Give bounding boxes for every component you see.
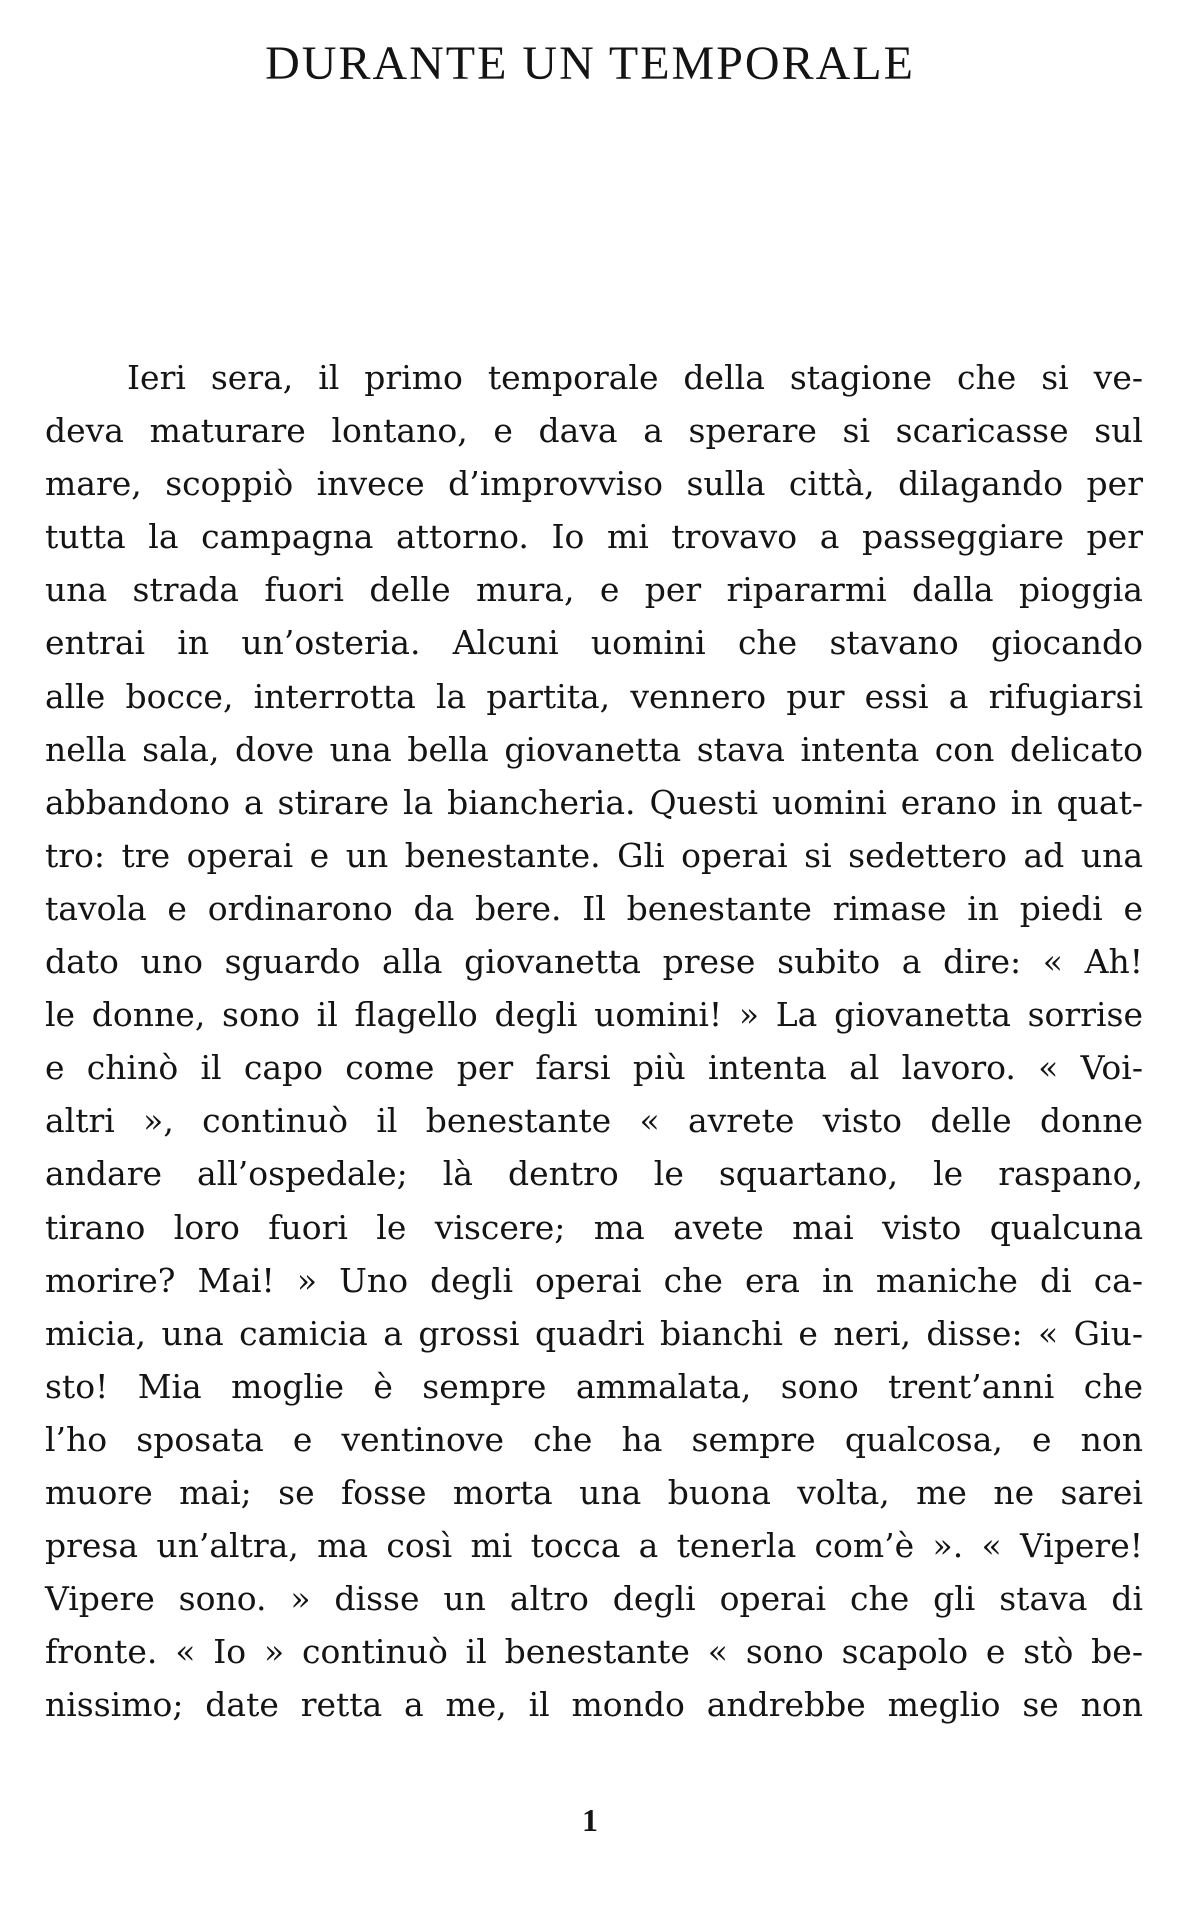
text-line: tirano loro fuori le viscere; ma avete mai visto qualcuna (45, 1207, 1143, 1247)
text-line: tavola e ordinarono da bere. Il benestante rimase in piedi e (45, 888, 1143, 928)
text-line: sto! Mia moglie è sempre ammalata, sono trent’anni che (45, 1366, 1143, 1406)
text-line: fronte. « Io » continuò il benestante « sono scapolo e stò be- (45, 1632, 1143, 1672)
text-line: e chinò il capo come per farsi più intenta al lavoro. « Voi- (45, 1048, 1143, 1088)
text-line: nella sala, dove una bella giovanetta stava intenta con delicato (45, 729, 1143, 769)
text-line: una strada fuori delle mura, e per ripararmi dalla pioggia (45, 570, 1143, 610)
page-number: 1 (582, 1802, 598, 1838)
text-line: tro: tre operai e un benestante. Gli operai si sedettero ad una (45, 835, 1143, 875)
text-line: tutta la campagna attorno. Io mi trovavo a passeggiare per (45, 517, 1143, 557)
text-line: altri », continuò il benestante « avrete visto delle donne (45, 1101, 1143, 1141)
text-line: morire? Mai! » Uno degli operai che era in maniche di ca- (45, 1260, 1143, 1300)
text-line: entrai in un’osteria. Alcuni uomini che stavano giocando (45, 623, 1143, 663)
text-line: alle bocce, interrotta la partita, vennero pur essi a rifugiarsi (45, 676, 1143, 716)
text-line: dato uno sguardo alla giovanetta prese subito a dire: « Ah! (45, 942, 1143, 982)
text-line: deva maturare lontano, e dava a sperare si scaricasse sul (45, 411, 1143, 451)
body-text (45, 351, 1143, 1731)
text-line: Ieri sera, il primo temporale della stagione che si ve- (127, 358, 1143, 397)
text-line: presa un’altra, ma così mi tocca a tenerla com’è ». « Vipere! (45, 1526, 1143, 1566)
text-line: Vipere sono. » disse un altro degli operai che gli stava di (45, 1579, 1143, 1619)
chapter-title: DURANTE UN TEMPORALE (265, 37, 915, 90)
text-line: andare all’ospedale; là dentro le squartano, le raspano, (45, 1154, 1143, 1194)
text-line: muore mai; se fosse morta una buona volta, me ne sarei (45, 1472, 1143, 1512)
text-line: mare, scoppiò invece d’improvviso sulla città, dilagando per (45, 464, 1143, 504)
text-line: micia, una camicia a grossi quadri bianchi e neri, disse: « Giu- (45, 1313, 1143, 1353)
text-line: le donne, sono il flagello degli uomini! » La giovanetta sorrise (45, 995, 1143, 1035)
text-line: nissimo; date retta a me, il mondo andrebbe meglio se non (45, 1685, 1143, 1725)
text-line: abbandono a stirare la biancheria. Questi uomini erano in quat- (45, 782, 1143, 822)
text-line: l’ho sposata e ventinove che ha sempre qualcosa, e non (45, 1419, 1143, 1459)
